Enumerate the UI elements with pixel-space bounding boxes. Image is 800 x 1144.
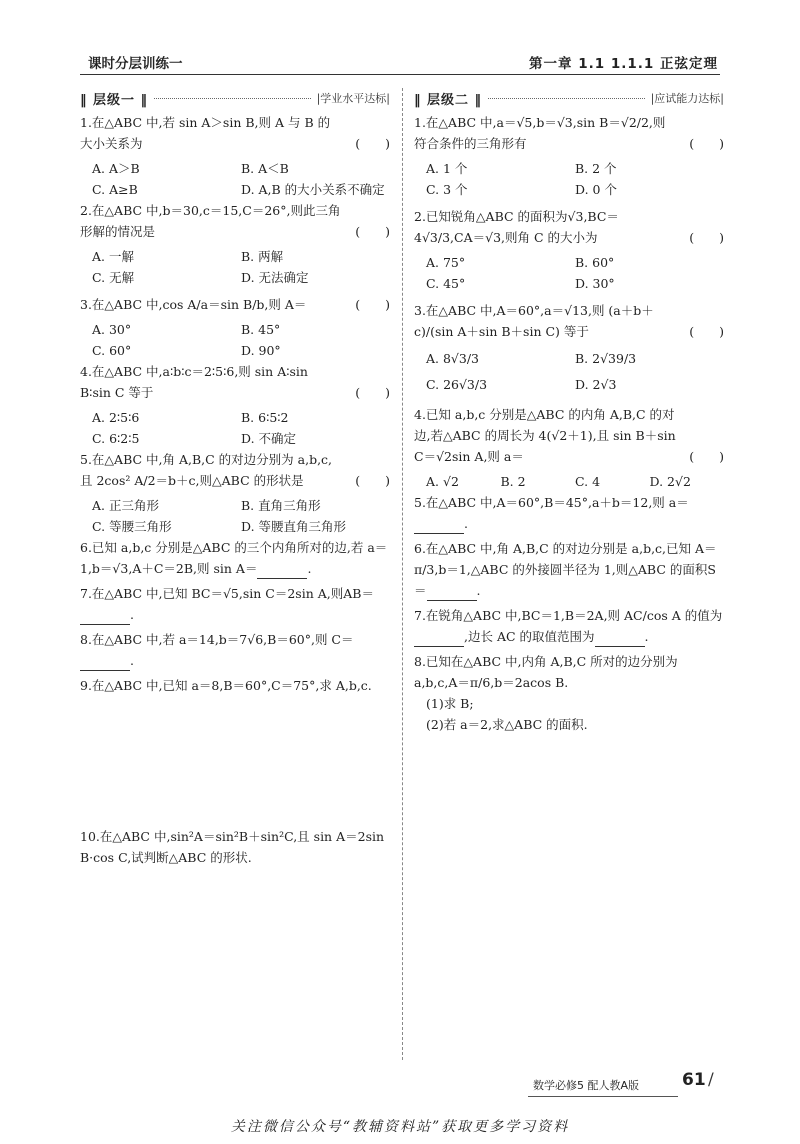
answer-blank: [414, 632, 464, 647]
section-level-two-title: ‖ 层级二 ‖: [414, 92, 483, 108]
section-level-one-tag: |学业水平达标|: [316, 92, 390, 105]
option: C. 6∶2∶5: [92, 431, 140, 446]
answer-paren: ( ): [355, 224, 390, 239]
page-slash: /: [708, 1070, 714, 1090]
question-stem: 2.在△ABC 中,b＝30,c＝15,C＝26°,则此三角形解的情况是: [80, 203, 341, 239]
option: D. 0 个: [575, 182, 617, 197]
section-level-one-title: ‖ 层级一 ‖: [80, 92, 149, 108]
option: B. 两解: [241, 249, 284, 264]
question-stem: 4.在△ABC 中,a∶b∶c＝2∶5∶6,则 sin A∶sin B∶sin C 等于: [80, 364, 308, 400]
question-left-9: [80, 675, 390, 696]
question-stem: 1.在△ABC 中,若 sin A＞sin B,则 A 与 B 的大小关系为: [80, 115, 331, 151]
option: D. 2√3: [575, 377, 617, 392]
question-stem: 8.已知在△ABC 中,内角 A,B,C 所对的边分别为 a,b,c,A＝π/6,b＝2acos B.: [414, 654, 678, 690]
question-left-2: [80, 200, 390, 242]
question-right-3: [414, 300, 724, 342]
option: D. A,B 的大小关系不确定: [241, 182, 385, 197]
option: D. 无法确定: [241, 270, 309, 285]
question-right-5: 5.在△ABC 中,A＝60°,B＝45°,a＋b＝12,则 a＝.: [414, 492, 724, 534]
question-stem: 9.在△ABC 中,已知 a＝8,B＝60°,C＝75°,求 A,b,c.: [80, 678, 372, 693]
question-left-1: [80, 112, 390, 154]
options-right-2: [414, 252, 724, 294]
answer-paren: ( ): [355, 473, 390, 488]
options-right-1: [414, 158, 724, 200]
answer-blank: [414, 519, 464, 534]
section-level-one-band: [80, 88, 390, 108]
question-right-1: [414, 112, 724, 154]
question-stem: 7.在锐角△ABC 中,BC＝1,B＝2A,则 AC/cos A 的值为: [414, 608, 723, 623]
option: A. 30°: [92, 322, 132, 337]
option: A. 一解: [92, 249, 134, 264]
question-right-2: [414, 206, 724, 248]
question-left-10: [80, 826, 390, 868]
answer-blank: [595, 632, 645, 647]
option: A. A＞B: [92, 161, 140, 176]
question-stem: 6.在△ABC 中,角 A,B,C 的对边分别是 a,b,c,已知 A＝π/3,b＝1,△ABC 的外接圆半径为 1,则△ABC 的面积S＝: [414, 541, 717, 598]
header-left-title: 课时分层训练一: [88, 56, 183, 72]
options-left-2: [80, 246, 390, 288]
question-left-4: [80, 361, 390, 403]
question-left-7: 7.在△ABC 中,已知 BC＝√5,sin C＝2sin A,则AB＝.: [80, 583, 390, 625]
answer-paren: ( ): [355, 385, 390, 400]
answer-paren: ( ): [689, 136, 724, 151]
option: A. √2: [426, 474, 459, 489]
options-left-5: [80, 495, 390, 537]
option: C. 无解: [92, 270, 135, 285]
header-chapter-title: 第一章 1.1 1.1.1 正弦定理: [529, 56, 718, 72]
question-left-5: [80, 449, 390, 491]
option: B. 6∶5∶2: [241, 410, 289, 425]
right-column: [414, 112, 724, 739]
options-left-1: [80, 158, 390, 200]
option: B. 2√39/3: [575, 351, 637, 366]
option: C. 3 个: [426, 182, 468, 197]
option: A. 1 个: [426, 161, 468, 176]
question-stem: 6.已知 a,b,c 分别是△ABC 的三个内角所对的边,若 a＝1,b＝√3,A＋C＝2B,则 sin A＝: [80, 540, 388, 576]
section-level-two-tag: |应试能力达标|: [650, 92, 724, 105]
option: A. 正三角形: [92, 498, 159, 513]
question-stem: 8.在△ABC 中,若 a＝14,b＝7√6,B＝60°,则 C＝: [80, 632, 354, 647]
option: A. 75°: [426, 255, 466, 270]
footer-rule: [528, 1096, 678, 1097]
question-stem: 2.已知锐角△ABC 的面积为√3,BC＝4√3/3,CA＝√3,则角 C 的大小为: [414, 209, 619, 245]
option: A. 8√3/3: [426, 351, 480, 366]
options-right-4: [414, 471, 724, 492]
watermark-text: 关注微信公众号“教辅资料站”获取更多学习资料: [230, 1119, 570, 1135]
question-right-4: [414, 404, 724, 467]
question-right-6: 6.在△ABC 中,角 A,B,C 的对边分别是 a,b,c,已知 A＝π/3,b＝1,△ABC 的外接圆半径为 1,则△ABC 的面积S＝ .: [414, 538, 724, 601]
question-stem: 10.在△ABC 中,sin²A＝sin²B＋sin²C,且 sin A＝2sin B·cos C,试判断△ABC 的形状.: [80, 829, 385, 865]
question-stem: 5.在△ABC 中,角 A,B,C 的对边分别为 a,b,c,且 2cos² A/2＝b＋c,则△ABC 的形状是: [80, 452, 333, 488]
header-rule: [80, 74, 720, 75]
option: D. 90°: [241, 343, 281, 358]
options-left-3: [80, 319, 390, 361]
answer-paren: ( ): [689, 449, 724, 464]
question-left-8: 8.在△ABC 中,若 a＝14,b＝7√6,B＝60°,则 C＝.: [80, 629, 390, 671]
option: D. 不确定: [241, 431, 297, 446]
option: C. 26√3/3: [426, 377, 488, 392]
option: B. 60°: [575, 255, 615, 270]
option: B. 45°: [241, 322, 281, 337]
answer-paren: ( ): [689, 324, 724, 339]
option: C. 45°: [426, 276, 466, 291]
options-right-3: [414, 346, 724, 398]
option: B. A＜B: [241, 161, 289, 176]
question-right-8: [414, 651, 724, 735]
option: C. 等腰三角形: [92, 519, 172, 534]
page-number: 61: [682, 1070, 706, 1090]
answer-paren: ( ): [355, 136, 390, 151]
question-stem: 3.在△ABC 中,cos A/a＝sin B/b,则 A＝: [80, 297, 307, 312]
left-column: [80, 112, 390, 700]
options-left-4: [80, 407, 390, 449]
sub-question: (1)求 B;: [426, 696, 474, 711]
section-level-two-band: [414, 88, 724, 108]
answer-paren: ( ): [355, 297, 390, 312]
question-stem-part: ,边长 AC 的取值范围为: [464, 629, 595, 644]
answer-blank: [257, 564, 307, 579]
question-stem: 4.已知 a,b,c 分别是△ABC 的内角 A,B,C 的对边,若△ABC 的周长为 4(√2＋1),且 sin B＋sin C＝√2sin A,则 a＝: [414, 407, 676, 464]
answer-blank: [80, 656, 130, 671]
question-left-6: 6.已知 a,b,c 分别是△ABC 的三个内角所对的边,若 a＝1,b＝√3,A＋C＝2B,则 sin A＝ .: [80, 537, 390, 579]
answer-paren: ( ): [689, 230, 724, 245]
answer-blank: [80, 610, 130, 625]
footer-book-label: 数学必修5 配人教A版: [533, 1079, 640, 1092]
option: B. 2: [500, 474, 526, 489]
question-stem: 3.在△ABC 中,A＝60°,a＝√13,则 (a＋b＋c)/(sin A＋sin B＋sin C) 等于: [414, 303, 654, 339]
option: A. 2∶5∶6: [92, 410, 140, 425]
question-stem: 5.在△ABC 中,A＝60°,B＝45°,a＋b＝12,则 a＝: [414, 495, 689, 510]
question-right-7: 7.在锐角△ABC 中,BC＝1,B＝2A,则 AC/cos A 的值为,边长 AC 的取值范围为 .: [414, 605, 724, 647]
question-left-3: [80, 294, 390, 315]
dotted-leader: [154, 98, 311, 99]
question-stem: 7.在△ABC 中,已知 BC＝√5,sin C＝2sin A,则AB＝: [80, 586, 374, 601]
option: D. 30°: [575, 276, 615, 291]
option: C. A≥B: [92, 182, 138, 197]
option: B. 2 个: [575, 161, 617, 176]
option: D. 2√2: [649, 474, 691, 489]
dotted-leader: [488, 98, 645, 99]
option: C. 60°: [92, 343, 132, 358]
sub-question: (2)若 a＝2,求△ABC 的面积.: [426, 717, 588, 732]
option: C. 4: [575, 474, 601, 489]
answer-blank: [427, 586, 477, 601]
question-stem: 1.在△ABC 中,a＝√5,b＝√3,sin B＝√2/2,则符合条件的三角形有: [414, 115, 666, 151]
option: D. 等腰直角三角形: [241, 519, 347, 534]
option: B. 直角三角形: [241, 498, 321, 513]
column-divider: [402, 88, 403, 1060]
